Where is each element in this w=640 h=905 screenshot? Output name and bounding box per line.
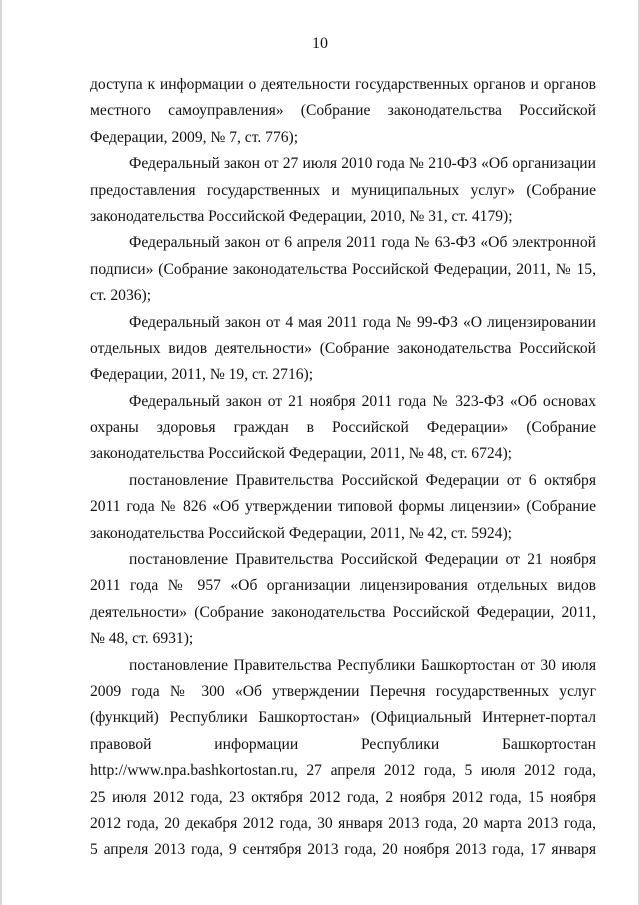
text-line: законодательства Российской Федерации, 2011, № 48, ст. 6724); (90, 445, 512, 463)
page-number: 10 (312, 35, 328, 52)
text-line: Федеральный закон от 21 ноября 2011 года № 323-ФЗ «Об основах (129, 392, 596, 410)
text-line: ст. 2036); (90, 287, 152, 305)
paragraph (90, 230, 596, 309)
text-line: (функций) Республики Башкортостан» (Официальный Интернет-портал (90, 709, 596, 727)
text-line: деятельности» (Собрание законодательства Российской Федерации, 2011, (90, 603, 596, 621)
paragraph (90, 151, 596, 230)
text-line: 2011 года № 957 «Об организации лицензирования отдельных видов (90, 577, 596, 595)
text-line: охраны здоровья граждан в Российской Федерации» (Собрание (90, 419, 596, 437)
page-left-edge (0, 0, 2, 905)
text-line: доступа к информации о деятельности государственных органов и органов (90, 76, 596, 93)
paragraph (90, 547, 596, 653)
paragraph (90, 72, 596, 151)
text-line: местного самоуправления» (Собрание законодательства Российской (90, 102, 596, 120)
document-body (90, 72, 596, 864)
text-line: http://www.npa.bashkortostan.ru, 27 апреля 2012 года, 5 июля 2012 года, (90, 762, 596, 780)
text-line: Федеральный закон от 4 мая 2011 года № 99-ФЗ «О лицензировании (129, 313, 596, 331)
text-line: 5 апреля 2013 года, 9 сентября 2013 года, 20 ноября 2013 года, 17 января (90, 841, 596, 859)
text-line: отдельных видов деятельности» (Собрание законодательства Российской (90, 339, 596, 357)
text-line: законодательства Российской Федерации, 2011, № 42, ст. 5924); (90, 524, 512, 542)
paragraph (90, 468, 596, 547)
text-line: правовой информации Республики Башкортостан (90, 735, 596, 753)
text-line: 25 июля 2012 года, 23 октября 2012 года, 2 ноября 2012 года, 15 ноября (90, 788, 596, 806)
text-line: подписи» (Собрание законодательства Российской Федерации, 2011, № 15, (90, 260, 596, 278)
text-line: Федерации, 2011, № 19, ст. 2716); (90, 366, 314, 384)
text-line: № 48, ст. 6931); (90, 630, 194, 648)
text-line: 2011 года № 826 «Об утверждении типовой формы лицензии» (Собрание (90, 498, 596, 516)
text-line: законодательства Российской Федерации, 2010, № 31, ст. 4179); (90, 207, 513, 225)
text-line: 2012 года, 20 декабря 2012 года, 30 января 2013 года, 20 марта 2013 года, (90, 814, 596, 832)
text-line: 2009 года № 300 «Об утверждении Перечня государственных услуг (90, 682, 596, 700)
paragraph (90, 653, 596, 864)
text-line: постановление Правительства Республики Башкортостан от 30 июля (129, 656, 596, 674)
text-line: Федерации, 2009, № 7, ст. 776); (90, 128, 299, 146)
text-line: Федеральный закон от 6 апреля 2011 года № 63-ФЗ «Об электронной (129, 234, 596, 252)
text-line: предоставления государственных и муниципальных услуг» (Собрание (90, 181, 596, 199)
paragraph (90, 389, 596, 468)
paragraph (90, 310, 596, 389)
text-line: постановление Правительства Российской Федерации от 6 октября (129, 471, 596, 489)
text-line: постановление Правительства Российской Федерации от 21 ноября (129, 551, 596, 569)
text-line: Федеральный закон от 27 июля 2010 года № 210-ФЗ «Об организации (129, 155, 596, 173)
